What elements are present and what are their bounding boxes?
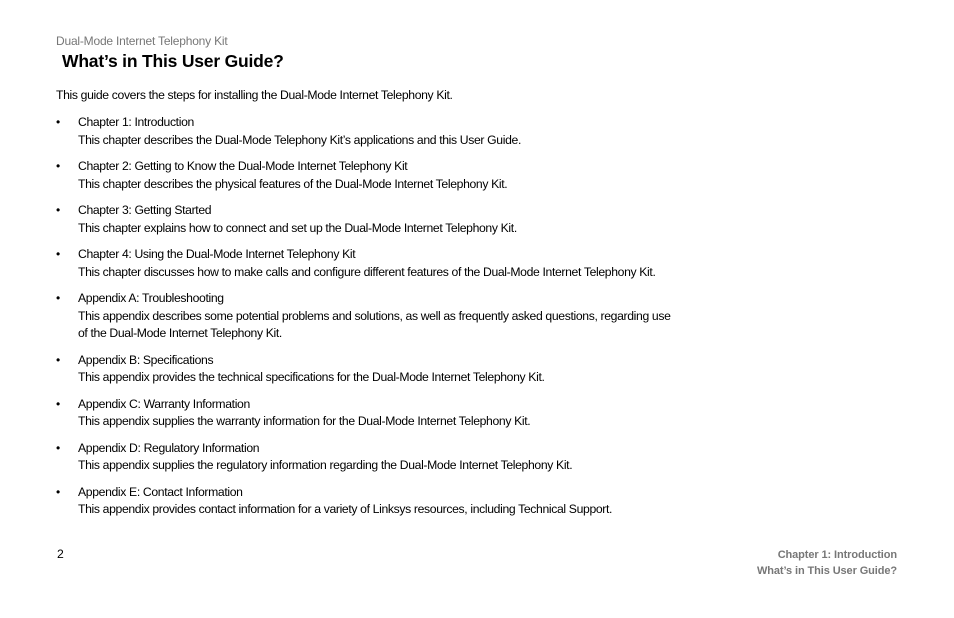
appendix-title: Appendix A: Troubleshooting [78,291,224,305]
appendix-list-item [56,484,676,519]
bullet-icon: • [56,396,60,411]
appendix-list-item [56,290,676,343]
bullet-icon: • [56,115,60,129]
bullet-icon: • [56,352,60,367]
appendix-description: This appendix describes some potential problems and solutions, as well as frequently asked questions, regarding use of the Dual-Mode Internet Telephony Kit. [78,308,671,340]
appendix-title: Appendix E: Contact Information [78,484,243,499]
footer-section: What’s in This User Guide? [756,565,897,577]
bullet-icon: • [56,291,60,305]
appendix-list-item [56,440,676,475]
appendix-list-item [56,352,676,387]
page-number: 2 [57,547,64,561]
bullet-icon: • [56,484,60,499]
chapter-list-item [56,246,676,281]
bullet-icon: • [56,247,60,261]
page-title: What’s in This User Guide? [62,51,284,71]
footer-section-info [757,547,897,579]
chapter-description: This chapter explains how to connect and set up the Dual-Mode Internet Telephony Kit. [78,220,517,235]
bullet-icon: • [56,440,60,455]
chapter-title: Chapter 3: Getting Started [78,203,212,217]
chapter-title: Chapter 2: Getting to Know the Dual-Mode Internet Telephony Kit [78,159,408,173]
chapter-description: This chapter discusses how to make calls and configure different features of the Dual-Mode Internet Telephony Kit. [78,264,656,279]
footer-chapter: Chapter 1: Introduction [777,549,897,561]
appendix-description: This appendix provides the technical specifications for the Dual-Mode Internet Telephony Kit. [78,370,545,384]
chapter-title: Chapter 1: Introduction [78,115,194,129]
chapter-list-item [56,202,676,237]
chapter-list-item [56,158,676,193]
appendix-description: This appendix supplies the regulatory information regarding the Dual-Mode Internet Telephony Kit. [78,458,573,472]
chapter-description: This chapter describes the physical features of the Dual-Mode Internet Telephony Kit. [78,176,508,191]
appendix-description: This appendix provides contact information for a variety of Linksys resources, including Technical Support. [78,502,613,516]
intro-paragraph: This guide covers the steps for installing the Dual-Mode Internet Telephony Kit. [56,88,453,102]
chapter-description: This chapter describes the Dual-Mode Telephony Kit’s applications and this User Guide. [78,132,521,147]
bullet-icon: • [56,203,60,217]
chapter-title: Chapter 4: Using the Dual-Mode Internet Telephony Kit [78,247,356,261]
bullet-icon: • [56,159,60,173]
appendix-list-item [56,396,676,431]
appendix-title: Appendix C: Warranty Information [78,396,250,411]
appendix-title: Appendix D: Regulatory Information [78,440,260,455]
appendix-description: This appendix supplies the warranty information for the Dual-Mode Internet Telephony Kit. [78,414,531,428]
running-header: Dual-Mode Internet Telephony Kit [56,34,228,48]
appendix-title: Appendix B: Specifications [78,352,214,367]
chapter-list-item [56,114,676,149]
chapter-list [56,114,676,528]
